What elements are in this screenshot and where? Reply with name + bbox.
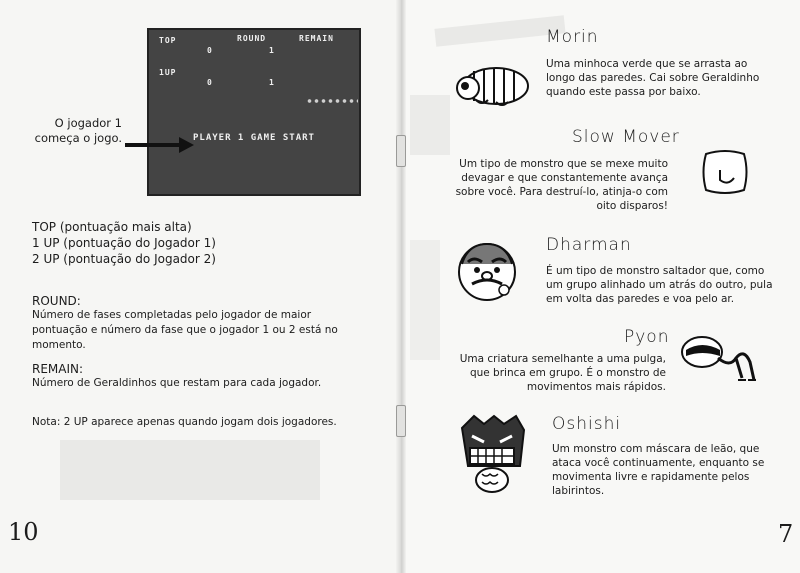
screen-remain-label: REMAIN <box>299 34 334 43</box>
remaining-lives-icons <box>306 96 358 106</box>
screen-round-label: ROUND <box>237 34 267 43</box>
monster-desc-pyon: Uma criatura semelhante a uma pulga, que brinca em grupo. É o monstro de movimentos mais rápidos. <box>459 353 666 393</box>
screen-top-label: TOP <box>159 36 177 45</box>
screen-1up-score: 0 <box>207 78 213 87</box>
monster-desc-slow-mover: Um tipo de monstro que se mexe muito devagar e que constantemente avança sobre você. Para destruí-lo, atinja-o com oito disparos! <box>455 158 668 212</box>
lion-mask-icon <box>456 410 528 494</box>
monster-name-slow-mover: Slow Mover <box>572 127 680 147</box>
screen-1up-round: 1 <box>269 78 275 87</box>
flea-icon <box>678 328 770 388</box>
legend-2up: 2 UP (pontuação do Jogador 2) <box>32 252 216 266</box>
monster-desc-dharman: É um tipo de monstro saltador que, como um grupo alinhado um atrás do outro, pula em volta das paredes e voa pelo ar. <box>546 265 773 305</box>
staple <box>396 135 406 167</box>
round-description: Número de fases completadas pelo jogador de maior pontuação e número da fase que o jogador 1 ou 2 está no momento. <box>32 309 338 351</box>
marshmallow-icon <box>700 148 750 196</box>
monster-name-pyon: Pyon <box>624 327 670 347</box>
game-screenshot <box>147 28 361 196</box>
monster-name-oshishi: Oshishi <box>552 414 622 434</box>
screen-1up-label: 1UP <box>159 68 177 77</box>
arrow-icon <box>125 136 195 154</box>
remain-heading: REMAIN: <box>32 362 84 376</box>
screenshot-caption: O jogador 1 começa o jogo. <box>34 116 122 145</box>
daruma-icon <box>452 240 522 302</box>
bleed-through <box>60 440 320 500</box>
screen-round-value: 1 <box>269 46 275 55</box>
monster-desc-oshishi: Um monstro com máscara de leão, que ataca você continuamente, enquanto se movimenta livre e rapidamente pelos labirintos. <box>552 443 765 497</box>
staple <box>396 405 406 437</box>
page-number-left: 10 <box>8 518 39 546</box>
bleed-through <box>410 95 450 155</box>
legend-top: TOP (pontuação mais alta) <box>32 220 192 234</box>
screen-start-message: PLAYER 1 GAME START <box>193 133 315 143</box>
two-up-note: Nota: 2 UP aparece apenas quando jogam dois jogadores. <box>32 416 337 428</box>
page-number-right: 7 <box>778 520 794 548</box>
round-heading: ROUND: <box>32 294 81 308</box>
book-gutter <box>396 0 406 573</box>
bleed-through <box>410 240 440 360</box>
caterpillar-icon <box>452 62 532 110</box>
screen-top-score: 0 <box>207 46 213 55</box>
legend-1up: 1 UP (pontuação do Jogador 1) <box>32 236 216 250</box>
monster-desc-morin: Uma minhoca verde que se arrasta ao longo das paredes. Cai sobre Geraldinho quando este passa por baixo. <box>546 58 760 98</box>
monster-name-morin: Morin <box>546 27 599 47</box>
monster-name-dharman: Dharman <box>546 235 632 255</box>
remain-description: Número de Geraldinhos que restam para cada jogador. <box>32 377 322 389</box>
